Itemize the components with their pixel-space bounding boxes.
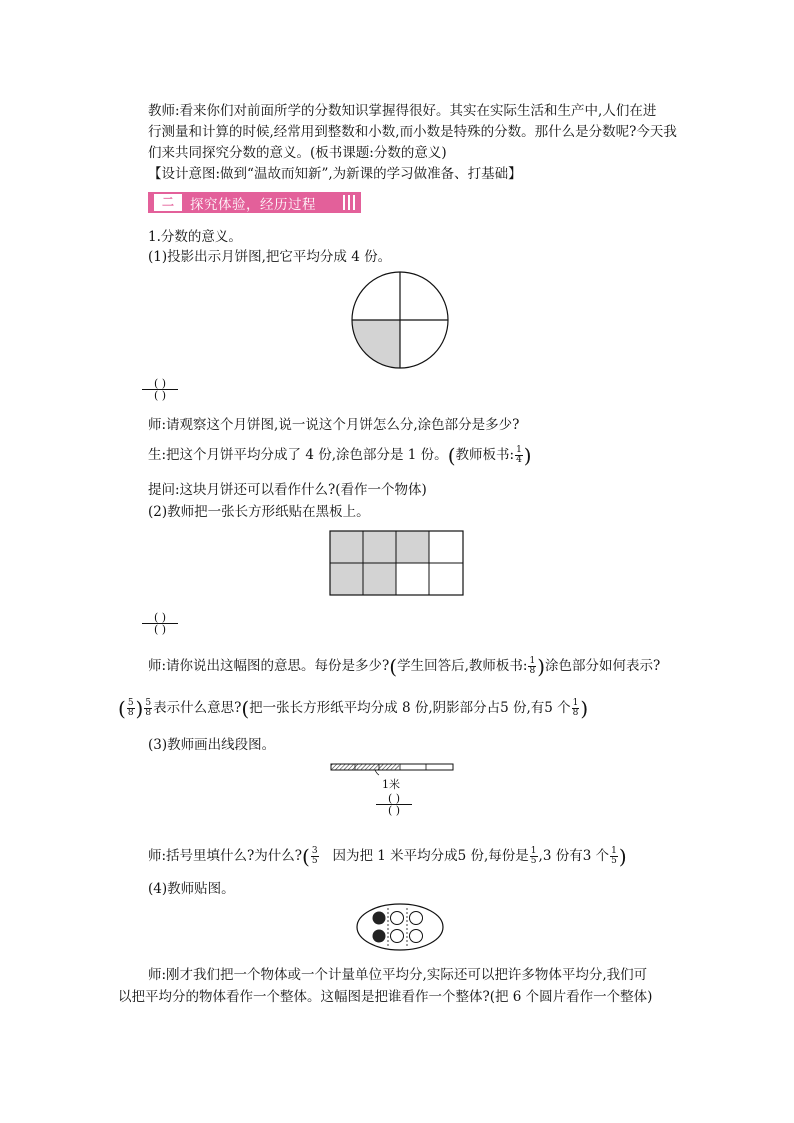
fraction-5-8-b: $\frac{5}{8}$ (145, 698, 152, 718)
question-5: 师:括号里填什么?为什么?( $\frac{3}{5}$ 因为把 1 米平均分成5 份,每份是 $\frac{1}{5}$ ,3 份有3 个 $\frac{1}{5}$ ) (148, 844, 627, 869)
step1-sub1: (1)投影出示月饼图,把它平均分成 4 份。 (148, 249, 392, 265)
ending-line-2: 以把平均分的物体看作一个整体。这幅图是把谁看作一个整体?(把 6 个圆片看作一个整体) (118, 989, 653, 1005)
fraction-1-5-a: $\frac{1}{5}$ (530, 846, 537, 866)
section-banner (148, 192, 361, 213)
answer-1: 生:把这个月饼平均分成了 4 份,涂色部分是 1 份。(教师板书: $\frac{1}{4}$ ) (148, 443, 532, 468)
shaded-quarter (352, 320, 400, 368)
rectangle-grid-diagram (329, 530, 465, 596)
section-number: 二 (154, 194, 182, 211)
section-title: 探究体验，经历过程 (190, 196, 316, 213)
step1-sub2: (2)教师把一张长方形纸贴在黑板上。 (148, 504, 370, 520)
design-note: 【设计意图:做到“温故而知新”,为新课的学习做准备、打基础】 (148, 166, 522, 182)
blank-fraction-1[interactable]: ( ) ( ) (142, 378, 178, 401)
blank-fraction-2[interactable]: ( ) ( ) (142, 612, 178, 635)
step1-sub4: (4)教师贴图。 (148, 881, 235, 897)
banner-stripes (343, 195, 355, 210)
fraction-1-8-b: $\frac{1}{8}$ (572, 698, 579, 718)
line-segment-diagram (330, 762, 456, 776)
step1-sub3: (3)教师画出线段图。 (148, 737, 276, 753)
mooncake-diagram (350, 270, 450, 370)
intro-line-3: 们来共同探究分数的意义。(板书课题:分数的意义) (148, 145, 447, 161)
question-3: 师:请你说出这幅图的意思。每份是多少?(学生回答后,教师板书: $\frac{1}{8}$ )涂色部分如何表示? (148, 654, 661, 679)
fraction-3-5: $\frac{3}{5}$ (311, 846, 318, 866)
intro-line-1: 教师:看来你们对前面所学的分数知识掌握得很好。其实在实际生活和生产中,人们在进 (148, 103, 657, 119)
step1-heading: 1.分数的意义。 (148, 229, 242, 245)
dots-oval-diagram (355, 902, 445, 952)
line-label: 1米 (382, 778, 400, 791)
ending-line-1: 师:刚才我们把一个物体或一个计量单位平均分,实际还可以把许多物体平均分,我们可 (148, 967, 648, 983)
question-2: 提问:这块月饼还可以看作什么?(看作一个物体) (148, 482, 427, 498)
fraction-1-8: $\frac{1}{8}$ (529, 656, 536, 676)
blank-fraction-3[interactable]: ( ) ( ) (376, 793, 412, 816)
fraction-1-4: $\frac{1}{4}$ (516, 445, 522, 465)
fraction-5-8-a: $\frac{5}{8}$ (127, 698, 134, 718)
fraction-1-5-b: $\frac{1}{5}$ (611, 846, 617, 866)
question-1: 师:请观察这个月饼图,说一说这个月饼怎么分,涂色部分是多少? (148, 417, 520, 433)
question-4: ( $\frac{5}{8}$ ) $\frac{5}{8}$ 表示什么意思?(把一张长方形纸平均分成 8 份,阴影部分占5 份,有5 个 $\frac{1}{8}$ ) (118, 696, 589, 721)
intro-line-2: 行测量和计算的时候,经常用到整数和小数,而小数是特殊的分数。那什么是分数呢?今天我 (148, 124, 677, 140)
